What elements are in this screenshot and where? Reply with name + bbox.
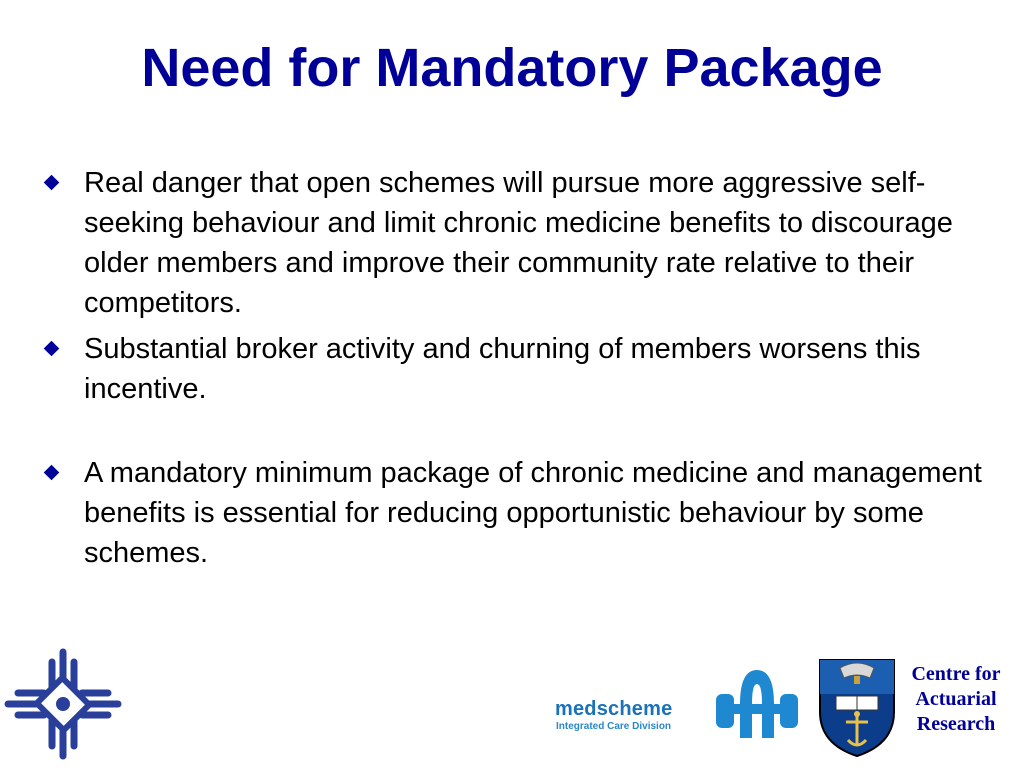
car-line-1: Centre for <box>911 663 1001 685</box>
bullet-list <box>40 163 1000 573</box>
bullet-item <box>40 453 1000 573</box>
slide-title: Need for Mandatory Package <box>141 38 883 98</box>
university-crest-icon <box>818 654 896 758</box>
car-line-3: Research <box>916 713 996 735</box>
bullet-text: A mandatory minimum package of chronic medicine and management benefits is essential for reducing opportunistic behaviour by some schemes. <box>84 457 982 569</box>
diamond-bullet-icon <box>44 341 60 357</box>
bullet-item <box>40 163 1000 323</box>
cross-knot-logo-icon <box>4 648 122 760</box>
bullet-text: Real danger that open schemes will pursue more aggressive self-seeking behaviour and limit chronic medicine benefits to discourage older members and improve their community rate relative to their competitors. <box>84 167 953 319</box>
bullet-item <box>40 329 1000 409</box>
diamond-bullet-icon <box>44 175 60 191</box>
medscheme-mark-icon <box>712 664 802 744</box>
medscheme-division: Integrated Care Division <box>556 721 672 732</box>
car-logo-text <box>896 662 1016 737</box>
car-line-2: Actuarial <box>915 688 997 710</box>
bullet-text: Substantial broker activity and churning of members worsens this incentive. <box>84 333 921 405</box>
medscheme-logo <box>555 698 672 734</box>
medscheme-name: medscheme <box>555 698 673 720</box>
diamond-bullet-icon <box>44 465 60 481</box>
